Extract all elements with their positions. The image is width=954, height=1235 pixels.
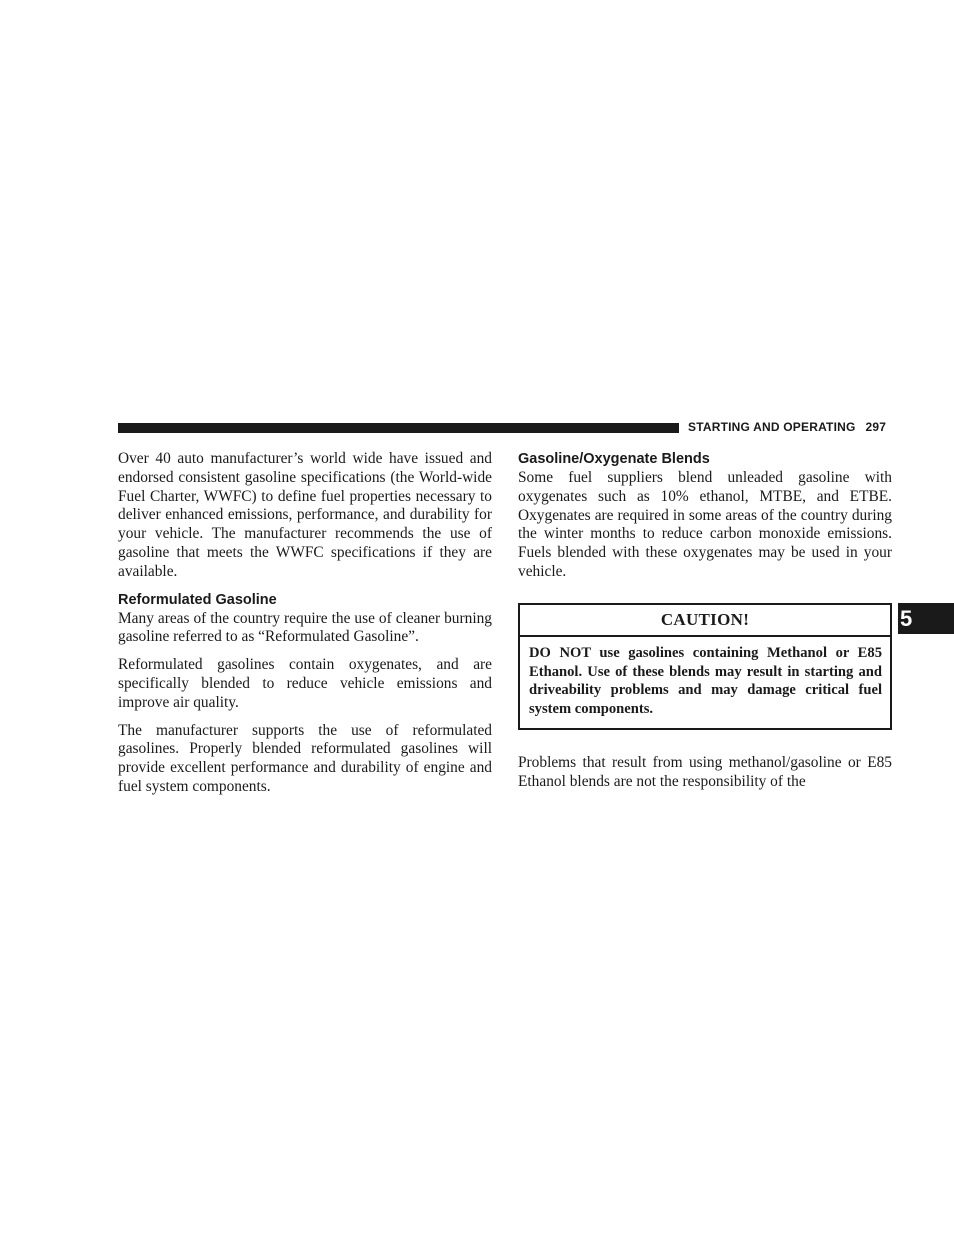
reformulated-paragraph-1: Many areas of the country require the use of cleaner burning gasoline referred to as “Reformulated Gasoline”.	[118, 609, 492, 646]
reformulated-paragraph-2: Reformulated gasolines contain oxygenates, and are specifically blended to reduce vehicle emissions and improve air quality.	[118, 656, 492, 711]
oxygenate-paragraph-2: Problems that result from using methanol/gasoline or E85 Ethanol blends are not the responsibility of the	[518, 753, 892, 790]
caution-body: DO NOT use gasolines containing Methanol or E85 Ethanol. Use of these blends may result in starting and driveability problems and may damage critical fuel system components.	[529, 644, 882, 718]
right-column	[518, 450, 892, 801]
intro-paragraph: Over 40 auto manufacturer’s world wide have issued and endorsed consistent gasoline specifications (the World-wide Fuel Charter, WWFC) to define fuel properties necessary to deliver enhanced emissions, performance, and durability for your vehicle. The manufacturer recommends the use of gasoline that meets the WWFC specifications if they are available.	[118, 450, 492, 580]
reformulated-gasoline-heading: Reformulated Gasoline	[118, 591, 277, 608]
left-column	[118, 450, 492, 806]
header-rule	[118, 423, 679, 433]
reformulated-paragraph-3: The manufacturer supports the use of reformulated gasolines. Properly blended reformulated gasolines will provide excellent performance and durability of engine and fuel system components.	[118, 721, 492, 795]
caution-box	[518, 603, 892, 730]
page-number: 297	[865, 420, 887, 434]
section-title: STARTING AND OPERATING	[688, 420, 856, 434]
oxygenate-paragraph-1: Some fuel suppliers blend unleaded gasoline with oxygenates such as 10% ethanol, MTBE, and ETBE. Oxygenates are required in some areas of the country during the winter months to reduce carbon monoxide emissions. Fuels blended with these oxygenates may be used in your vehicle.	[518, 469, 892, 580]
caution-title: CAUTION!	[520, 605, 890, 637]
running-header	[688, 420, 892, 434]
chapter-tab: 5	[898, 603, 954, 634]
oxygenate-blends-heading: Gasoline/Oxygenate Blends	[518, 451, 710, 467]
